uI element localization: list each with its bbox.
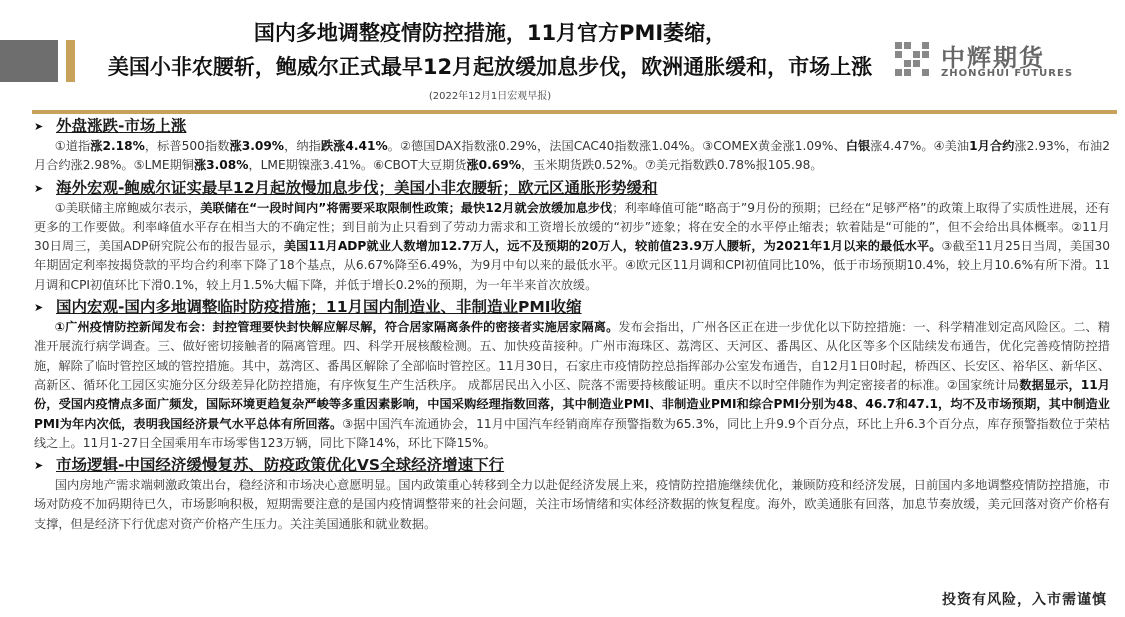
section-market-logic [34, 455, 1110, 534]
arrow-bullet-icon: ➤ [34, 459, 44, 473]
section-title: 外盘涨跌-市场上涨 [56, 117, 187, 135]
date-note: (2022年12月1日宏观早报) [428, 91, 552, 102]
title-line-1: 国内多地调整疫情防控措施，11月官方PMI萎缩， [253, 21, 727, 45]
section-heading [34, 297, 1110, 318]
report-header [90, 18, 890, 102]
title-line-2: 美国小非农腰斩，鲍威尔正式最早12月起放缓加息步伐，欧洲通胀缓和，市场上涨 [107, 55, 873, 79]
body-text: ①道指 [54, 139, 91, 153]
arrow-bullet-icon: ➤ [34, 120, 44, 133]
section-heading [34, 455, 1110, 476]
section-title: 海外宏观-鲍威尔证实最早12月起放慢加息步伐；美国小非农腰斩；欧元区通胀形势缓和 [56, 178, 658, 197]
risk-disclaimer: 投资有风险，入市需谨慎 [942, 592, 1107, 608]
body-text: ①美联储主席鲍威尔表示， [54, 200, 201, 215]
emphasized-text: 数据显示，11月份，受国内疫情点多面广频发，国际环境更趋复杂严峻等多重因素影响，中国采购经理指数回落，其中制造业PMI、非制造业PMI和综合PMI分别为48、46.7和47.1，均不及市场预期，其中制造业PMI为年内次低，表明我国经济景气水平总体有所回落。 [34, 377, 1110, 431]
section-overseas-macro [34, 178, 1110, 295]
emphasized-text: 白银 [845, 139, 871, 153]
emphasized-text: ①广州疫情防控新闻发布会：封控管理要快封快解应解尽解，符合居家隔离条件的密接者实施居家隔离。 [54, 320, 619, 335]
section-title: 国内宏观-国内多地调整临时防疫措施；11月国内制造业、非制造业PMI收缩 [56, 298, 582, 317]
emphasized-text: 美国11月ADP就业人数增加12.7万人，远不及预期的20万人，较前值23.9万人腰斩，为2021年1月以来的最低水平。 [283, 239, 942, 254]
gold-bar [66, 40, 75, 82]
zhonghui-logo [895, 40, 1095, 84]
report-body [34, 116, 1110, 536]
body-text: ，标普500指数 [144, 139, 230, 153]
section-paragraph [34, 137, 1110, 176]
section-paragraph [34, 476, 1110, 534]
body-text: 涨4.47%。④美油 [870, 139, 970, 153]
logo-mark-icon [895, 42, 931, 78]
body-text: ③截至11月25日当周，美国30年期固定利率按揭贷款的平均合约利率下降了18个基点，从6.67%降至6.49%，为9月中旬以来的最低水平。④欧元区11月调和CPI初值同比10%，低于市场预期10.4%，较上月10.6%有所下滑。11月调和CPI初值环比下滑0.1%，较上月1.5%大幅下降，并低于增长0.2%的预期，为一年半来首次放缓。 [34, 239, 1110, 292]
left-decorative-bars [0, 40, 82, 82]
body-text: ③据中国汽车流通协会，11月中国汽车经销商库存预警指数为65.3%，同比上升9.9个百分点，环比上升6.3个百分点，库存预警指数位于荣枯线之上。11月1-27日全国乘用车市场零售123万辆，同比下降14%，环比下降15%。 [34, 416, 1110, 450]
emphasized-text: 涨3.09% [229, 139, 285, 153]
header-divider [32, 110, 1117, 114]
body-text: ，玉米期货跌0.52%。⑦美元指数跌0.78%报105.98。 [520, 158, 823, 173]
arrow-bullet-icon: ➤ [34, 301, 44, 315]
gray-bar [0, 40, 58, 82]
body-text: 涨2.93%，布油2月合约涨2.98%。⑤LME期铜 [34, 139, 1110, 173]
body-text: 发布会指出，广州各区正在进一步优化以下防控措施：一、科学精准划定高风险区。二、精准开展流行病学调查。三、做好密切接触者的隔离管理。四、科学开展核酸检测。五、加快疫苗接种。广州市海珠区、荔湾区、天河区、番禺区、从化区等多个区陆续发布通告，优化完善疫情防控措施，解除了临时管控区域的管控措施。其中，荔湾区、番禺区解除了全部临时管控区。11月30日，石家庄市疫情防控总指挥部办公室发布通告，自12月1日0时起，桥西区、长安区、裕华区、新华区、高新区、循环化工园区实施分区分级差异化防控措施，有序恢复生产生活秩序。 成都居民出入小区、院落不需要持核酸证明。重庆不以时空伴随作为判定密接者的标准。②国家统计局 [34, 320, 1111, 392]
section-title: 市场逻辑-中国经济缓慢复苏、防疫政策优化VS全球经济增速下行 [56, 456, 505, 475]
body-text: ，纳指 [284, 139, 321, 153]
body-text: 。②德国DAX指数涨0.29%，法国CAC40指数涨1.04%。③COMEX黄金涨1.09%、 [387, 139, 846, 153]
section-paragraph [34, 199, 1110, 295]
body-text: ，LME期镍涨3.41%。⑥CBOT大豆期货 [248, 158, 467, 173]
emphasized-text: 涨3.08% [193, 158, 249, 173]
section-paragraph [34, 318, 1110, 453]
emphasized-text: 涨2.18% [90, 139, 145, 153]
emphasized-text: 跌涨4.41% [320, 139, 388, 153]
emphasized-text: 涨0.69% [466, 158, 521, 173]
arrow-bullet-icon: ➤ [34, 181, 44, 195]
section-heading [34, 178, 1110, 199]
emphasized-text: 1月合约 [969, 139, 1015, 153]
body-text: ；利率峰值可能“略高于”9月份的预期；已经在“足够严格”的政策上取得了实质性进展，还有更多的工作要做。利率峰值水平存在相当大的不确定性；到目前为止只看到了劳动力需求和工资增长放缓的“初步”迹象；将在安全的水平停止缩表；软着陆是“可能的”，但不会给出具体概率。②11月30日周三，美国ADP研究院公布的报告显示， [34, 200, 1110, 254]
section-overseas-markets [34, 116, 1110, 176]
emphasized-text: 美联储在“一段时间内”将需要采取限制性政策；最快12月就会放缓加息步伐 [200, 200, 613, 215]
logo-english-name: ZHONGHUI FUTURES [941, 68, 1074, 79]
section-domestic-macro [34, 297, 1110, 453]
section-heading [34, 116, 1110, 137]
body-text: 国内房地产需求端刺激政策出台，稳经济和市场决心意愿明显。国内政策重心转移到全力以赴促经济发展上来，疫情防控措施继续优化，兼顾防疫和经济发展，日前国内多地调整疫情防控措施，市场对防疫不加码期待已久，市场影响积极，短期需要注意的是国内疫情调整带来的社会问题，关注市场情绪和实体经济数据的恢复程度。海外，欧美通胀有回落，加息节奏放缓，美元回落对资产价格有支撑，但是经济下行优虑对资产价格产生压力。关注美国通胀和就业数据。 [34, 478, 1110, 531]
logo-chinese-name: 中辉期货 [941, 44, 1045, 72]
